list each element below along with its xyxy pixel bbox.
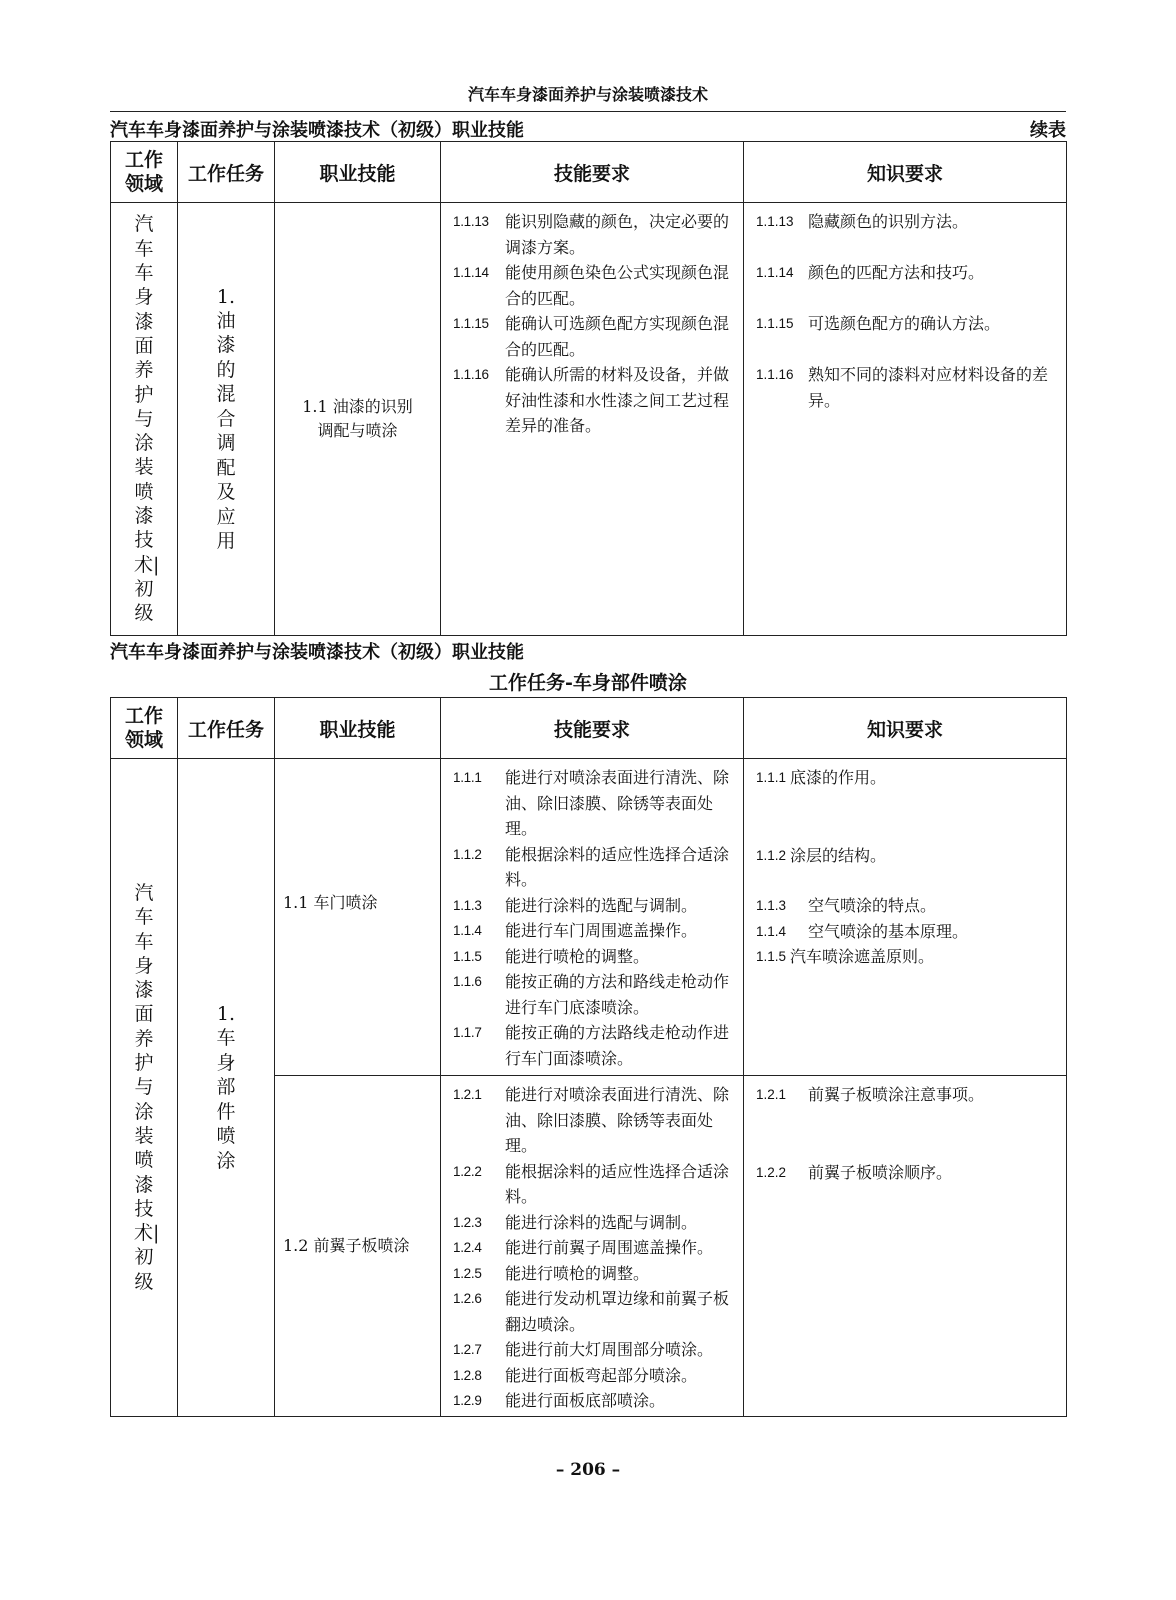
req-code: 1.2.9 xyxy=(453,1393,482,1408)
header-work-task: 工作任务 xyxy=(178,698,275,759)
list-item xyxy=(453,842,735,893)
req-text: 能进行喷枪的调整。 xyxy=(505,1263,650,1283)
header-work-domain-line1: 工作 xyxy=(124,705,163,727)
running-header: 汽车车身漆面养护与涂装喷漆技术 xyxy=(467,85,708,104)
domain-text: 汽车车身漆面养护与涂装喷漆技术|初级 xyxy=(134,213,160,625)
know-code: 1.1.5 xyxy=(756,949,787,964)
req-code: 1.1.3 xyxy=(453,897,482,913)
table1-continued-label: 续表 xyxy=(1030,120,1066,141)
know-text: 空气喷涂的特点。 xyxy=(808,896,937,915)
req-code: 1.1.6 xyxy=(453,974,482,989)
req-code: 1.2.1 xyxy=(453,1087,482,1102)
list-item xyxy=(756,944,1058,970)
domain-text: 汽车车身漆面养护与涂装喷漆技术|初级 xyxy=(134,881,160,1293)
domain-cell xyxy=(111,203,178,636)
list-item xyxy=(453,1286,735,1337)
knowledge-cell xyxy=(744,203,1067,636)
table-row xyxy=(111,203,1067,636)
header-work-task: 工作任务 xyxy=(178,142,275,203)
req-text: 能确认所需的材料及设备，并做好油性漆和水性漆之间工艺过程差异的准备。 xyxy=(505,365,730,435)
table1-caption xyxy=(110,116,1066,142)
list-item xyxy=(453,918,735,944)
header-skill: 职业技能 xyxy=(275,698,441,759)
req-text: 能进行发动机罩边缘和前翼子板翻边喷涂。 xyxy=(505,1289,730,1334)
req-text: 能根据涂料的适应性选择合适涂料。 xyxy=(505,1161,730,1206)
req-text: 能按正确的方法和路线走枪动作进行车门底漆喷涂。 xyxy=(505,972,730,1017)
knowledge-cell xyxy=(744,1076,1067,1417)
req-text: 能使用颜色染色公式实现颜色混合的匹配。 xyxy=(505,263,730,308)
list-item xyxy=(453,1363,735,1389)
req-text: 能根据涂料的适应性选择合适涂料。 xyxy=(505,844,730,889)
list-item xyxy=(453,1020,735,1071)
req-code: 1.2.8 xyxy=(453,1367,482,1383)
header-knowledge-requirements: 知识要求 xyxy=(744,698,1067,759)
req-code: 1.2.6 xyxy=(453,1291,482,1306)
req-text: 能进行涂料的选配与调制。 xyxy=(505,895,698,915)
req-code: 1.1.2 xyxy=(453,846,482,862)
know-text: 熟知不同的漆料对应材料设备的差异。 xyxy=(808,365,1049,410)
req-text: 能识别隐藏的颜色，决定必要的调漆方案。 xyxy=(505,212,730,257)
list-item xyxy=(756,1160,1058,1186)
list-item xyxy=(756,765,1058,843)
list-item xyxy=(453,893,735,919)
req-code: 1.1.4 xyxy=(453,923,482,938)
list-item xyxy=(453,944,735,970)
list-item xyxy=(756,260,1058,311)
know-text: 涂层的结构。 xyxy=(790,846,887,865)
list-item xyxy=(756,209,1058,260)
task-text: 油漆的混合调配及应用 xyxy=(216,309,236,552)
req-code: 1.1.15 xyxy=(453,316,489,331)
table1-header-row xyxy=(111,142,1067,203)
header-work-domain xyxy=(111,142,178,203)
list-item xyxy=(453,1159,735,1210)
know-text: 汽车喷涂遮盖原则。 xyxy=(790,947,935,966)
list-item xyxy=(756,1082,1058,1160)
list-item xyxy=(756,843,1058,893)
header-rule xyxy=(110,111,1066,112)
list-item xyxy=(756,311,1058,362)
list-item xyxy=(453,1210,735,1236)
req-code: 1.1.5 xyxy=(453,948,482,964)
req-text: 能进行对喷涂表面进行清洗、除油、除旧漆膜、除锈等表面处理。 xyxy=(505,1085,730,1155)
req-text: 能进行前大灯周围部分喷涂。 xyxy=(505,1340,714,1359)
list-item xyxy=(453,969,735,1020)
req-text: 能进行前翼子周围遮盖操作。 xyxy=(505,1238,714,1257)
know-text: 颜色的匹配方法和技巧。 xyxy=(808,263,985,282)
table2-caption-text: 汽车车身漆面养护与涂装喷漆技术（初级）职业技能 xyxy=(110,642,524,663)
header-work-domain-line2: 领域 xyxy=(124,729,163,751)
req-text: 能进行面板底部喷涂。 xyxy=(505,1391,666,1410)
list-item xyxy=(453,209,735,260)
know-code: 1.1.15 xyxy=(756,316,794,331)
req-code: 1.1.16 xyxy=(453,367,489,382)
task-text: 车身部件喷涂 xyxy=(216,1027,236,1172)
table1-caption-text: 汽车车身漆面养护与涂装喷漆技术（初级）职业技能 xyxy=(110,120,524,141)
know-text: 隐藏颜色的识别方法。 xyxy=(808,212,969,231)
header-skill-requirements: 技能要求 xyxy=(441,698,744,759)
requirements-cell xyxy=(441,759,744,1076)
know-code: 1.1.2 xyxy=(756,848,787,863)
req-code: 1.2.3 xyxy=(453,1214,482,1230)
list-item xyxy=(453,1388,735,1414)
list-item xyxy=(453,1235,735,1261)
task-cell xyxy=(178,759,275,1417)
skill-text: 1.1 油漆的识别调配与喷涂 xyxy=(302,397,413,440)
table2-subcaption: 工作任务-车身部件喷涂 xyxy=(489,672,687,694)
skill-cell xyxy=(275,203,441,636)
know-text: 可选颜色配方的确认方法。 xyxy=(808,314,1001,333)
req-text: 能进行面板弯起部分喷涂。 xyxy=(505,1365,698,1385)
skills-table-1 xyxy=(110,141,1067,636)
list-item xyxy=(453,260,735,311)
req-text: 能按正确的方法路线走枪动作进行车门面漆喷涂。 xyxy=(505,1023,730,1068)
list-item xyxy=(453,311,735,362)
req-text: 能进行涂料的选配与调制。 xyxy=(505,1212,698,1232)
header-work-domain xyxy=(111,698,178,759)
table-row xyxy=(111,759,1067,1076)
task-number: 1. xyxy=(216,1003,236,1025)
know-text: 空气喷涂的基本原理。 xyxy=(808,921,969,941)
know-code: 1.1.4 xyxy=(756,923,787,939)
task-cell xyxy=(178,203,275,636)
know-code: 1.2.2 xyxy=(756,1165,787,1180)
req-code: 1.1.13 xyxy=(453,214,489,229)
table2-caption xyxy=(110,638,1066,664)
know-text: 前翼子板喷涂注意事项。 xyxy=(808,1085,985,1104)
req-code: 1.2.2 xyxy=(453,1163,482,1179)
list-item xyxy=(453,362,735,439)
know-code: 1.1.1 xyxy=(756,770,787,785)
req-code: 1.2.5 xyxy=(453,1265,482,1281)
req-text: 能进行对喷涂表面进行清洗、除油、除旧漆膜、除锈等表面处理。 xyxy=(505,768,730,838)
requirements-cell xyxy=(441,1076,744,1417)
list-item xyxy=(453,765,735,842)
header-knowledge-requirements: 知识要求 xyxy=(744,142,1067,203)
know-text: 底漆的作用。 xyxy=(790,768,887,787)
skill-cell xyxy=(275,1076,441,1417)
list-item xyxy=(453,1337,735,1363)
skill-text: 1.2 前翼子板喷涂 xyxy=(283,1236,410,1255)
skills-table-2 xyxy=(110,697,1067,1417)
list-item xyxy=(756,362,1058,413)
header-work-domain-line2: 领域 xyxy=(124,173,163,195)
header-skill-requirements: 技能要求 xyxy=(441,142,744,203)
know-code: 1.2.1 xyxy=(756,1087,787,1102)
req-text: 能进行喷枪的调整。 xyxy=(505,946,650,966)
header-work-domain-line1: 工作 xyxy=(124,149,163,171)
header-skill: 职业技能 xyxy=(275,142,441,203)
req-text: 能进行车门周围遮盖操作。 xyxy=(505,921,698,940)
page-number: – 206 – xyxy=(555,1460,621,1480)
req-code: 1.2.4 xyxy=(453,1240,482,1255)
list-item xyxy=(453,1261,735,1287)
domain-cell xyxy=(111,759,178,1417)
req-code: 1.1.14 xyxy=(453,265,489,280)
req-text: 能确认可选颜色配方实现颜色混合的匹配。 xyxy=(505,314,730,359)
know-code: 1.1.3 xyxy=(756,898,787,913)
requirements-cell xyxy=(441,203,744,636)
req-code: 1.1.7 xyxy=(453,1025,482,1040)
know-code: 1.1.16 xyxy=(756,367,794,382)
skill-cell xyxy=(275,759,441,1076)
know-code: 1.1.14 xyxy=(756,265,794,280)
skill-text: 1.1 车门喷涂 xyxy=(283,893,378,912)
list-item xyxy=(756,893,1058,919)
req-code: 1.1.1 xyxy=(453,770,482,785)
list-item xyxy=(453,1082,735,1159)
knowledge-cell xyxy=(744,759,1067,1076)
task-number: 1. xyxy=(216,285,236,308)
know-code: 1.1.13 xyxy=(756,214,794,229)
list-item xyxy=(756,919,1058,945)
table2-header-row xyxy=(111,698,1067,759)
know-text: 前翼子板喷涂顺序。 xyxy=(808,1163,953,1182)
req-code: 1.2.7 xyxy=(453,1342,482,1357)
